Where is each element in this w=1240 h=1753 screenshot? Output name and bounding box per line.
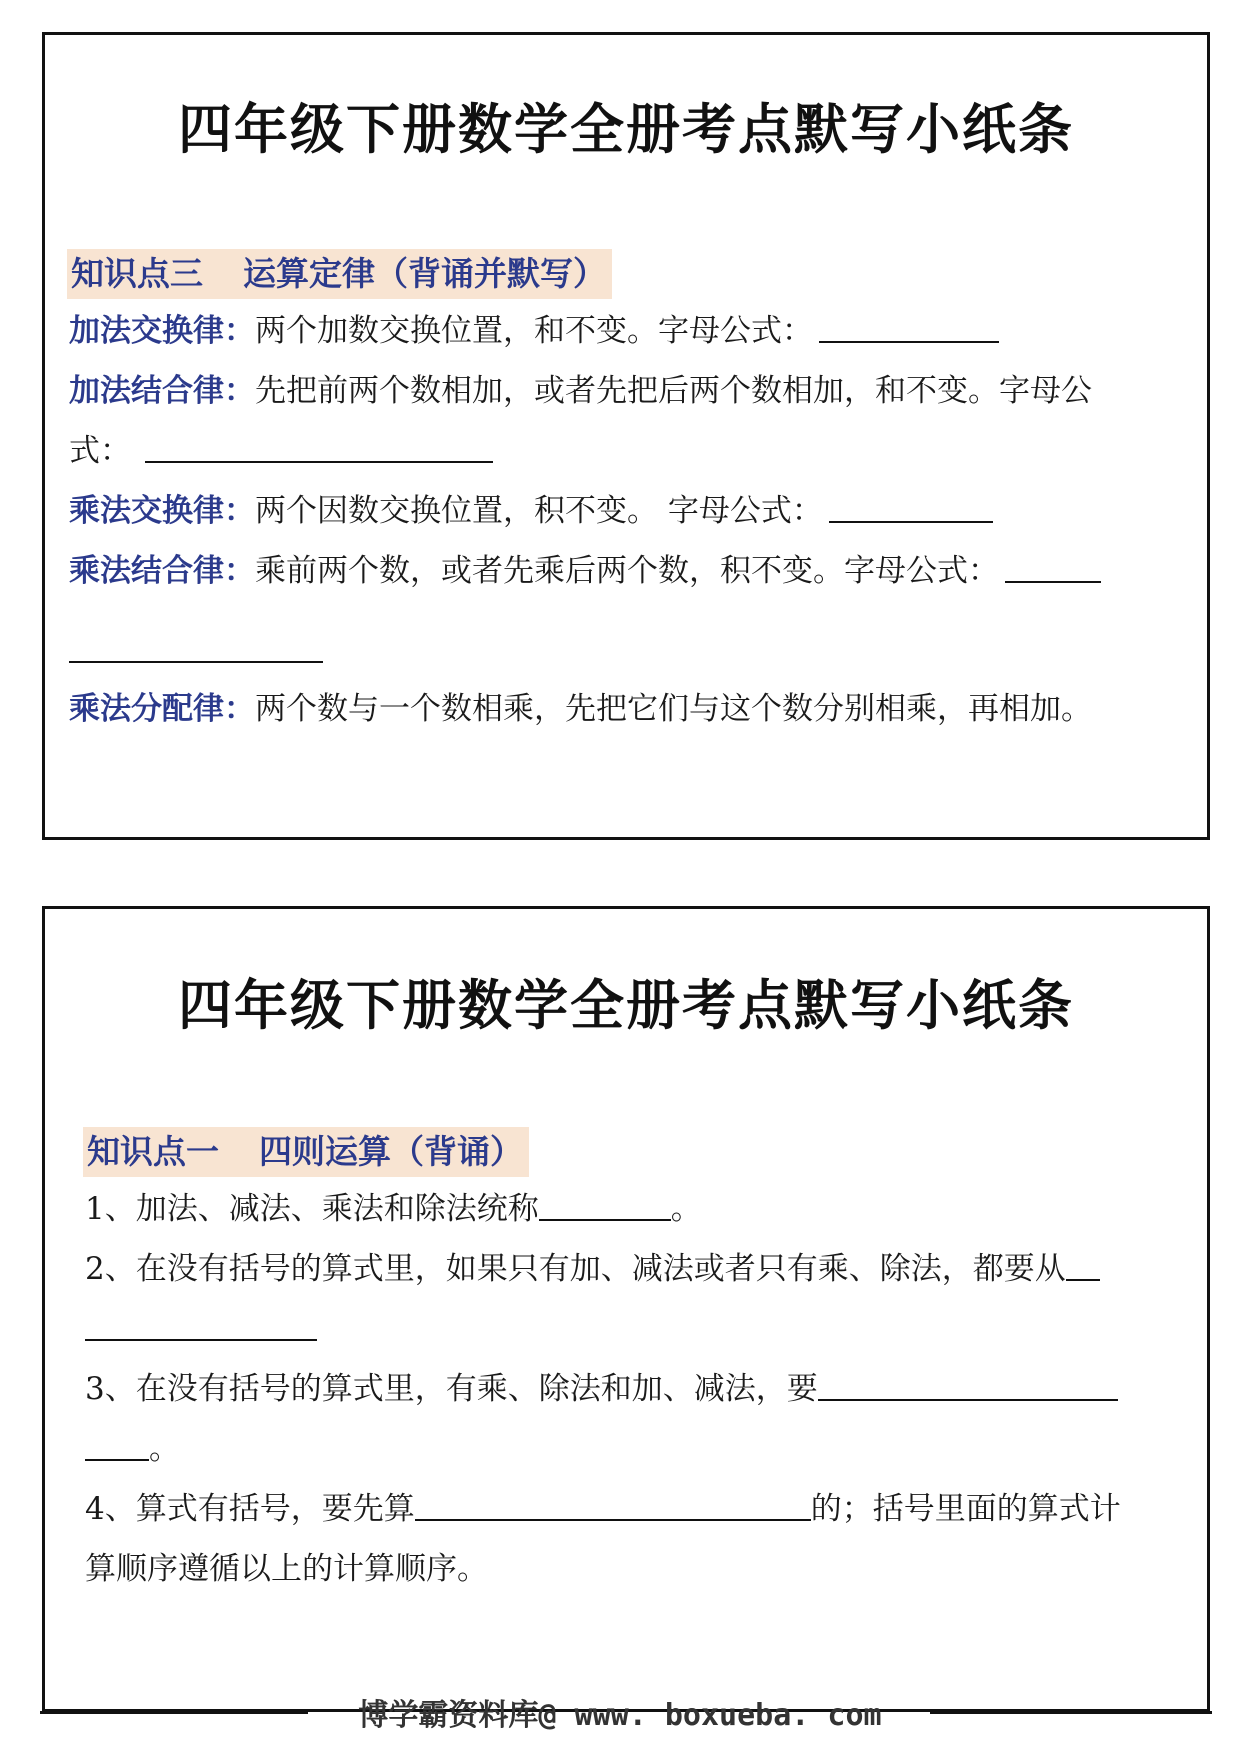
answer-blank[interactable]	[69, 631, 323, 663]
answer-blank[interactable]	[819, 311, 999, 343]
line-label: 乘法结合律：	[69, 553, 255, 589]
line-tail: 的；括号里面的算式计	[810, 1491, 1121, 1527]
card-1-heading	[67, 249, 612, 299]
line-label: 加法结合律：	[69, 373, 255, 409]
line-text: 两个数与一个数相乘，先把它们与这个数分别相乘，再相加。	[255, 691, 1092, 727]
card-2-heading-number: 知识点一	[87, 1132, 219, 1171]
card-1-line-3	[69, 431, 1187, 471]
line-tail: 。	[149, 1431, 180, 1467]
answer-blank[interactable]	[85, 1429, 149, 1461]
card-2-line-6	[85, 1489, 1187, 1529]
card-1-line-4	[69, 491, 1187, 531]
card-1-line-5	[69, 551, 1187, 591]
card-2-line-5	[85, 1429, 1187, 1469]
answer-blank[interactable]	[1005, 551, 1101, 583]
answer-blank[interactable]	[415, 1489, 811, 1521]
answer-blank[interactable]	[829, 491, 993, 523]
note-card-1	[42, 32, 1210, 840]
answer-blank[interactable]	[1066, 1249, 1100, 1281]
card-2-line-7	[85, 1549, 1187, 1589]
card-2-heading	[83, 1127, 529, 1177]
answer-blank[interactable]	[539, 1189, 671, 1221]
line-label: 乘法分配律：	[69, 691, 255, 727]
card-1-title: 四年级下册数学全册考点默写小纸条	[178, 97, 1074, 161]
line-tail: 。	[670, 1191, 702, 1227]
line-text: 3、在没有括号的算式里，有乘、除法和加、减法，要	[85, 1371, 818, 1407]
card-1-line-7	[69, 689, 1187, 729]
line-text: 乘前两个数，或者先乘后两个数，积不变。字母公式：	[255, 553, 999, 589]
line-text: 算顺序遵循以上的计算顺序。	[85, 1551, 488, 1587]
card-2-line-3	[85, 1309, 1187, 1349]
card-2-line-1	[85, 1189, 1187, 1229]
line-label: 加法交换律：	[69, 313, 255, 349]
line-text: 两个因数交换位置，积不变。 字母公式：	[255, 493, 823, 529]
card-1-line-6	[69, 631, 1187, 671]
footer-watermark: 博学霸资料库@ www. boxueba. com	[358, 1698, 882, 1733]
line-text: 1、加法、减法、乘法和除法统称	[85, 1191, 539, 1227]
card-1-line-2	[69, 371, 1187, 411]
card-2-heading-topic: 四则运算（背诵）	[259, 1132, 523, 1171]
line-text: 先把前两个数相加，或者先把后两个数相加，和不变。字母公	[255, 373, 1092, 409]
answer-blank[interactable]	[145, 431, 493, 463]
line-text: 4、算式有括号，要先算	[85, 1491, 415, 1527]
card-1-heading-topic: 运算定律（背诵并默写）	[243, 254, 606, 293]
note-card-2	[42, 906, 1210, 1712]
line-text: 2、在没有括号的算式里，如果只有加、减法或者只有乘、除法，都要从	[85, 1251, 1066, 1287]
card-1-line-1	[69, 311, 1187, 351]
answer-blank[interactable]	[85, 1309, 317, 1341]
line-label: 乘法交换律：	[69, 493, 255, 529]
card-1-heading-number: 知识点三	[71, 254, 203, 293]
line-text: 两个加数交换位置，和不变。字母公式：	[255, 313, 813, 349]
answer-blank[interactable]	[818, 1369, 1118, 1401]
card-2-line-4	[85, 1369, 1187, 1409]
card-2-title: 四年级下册数学全册考点默写小纸条	[178, 973, 1074, 1037]
line-text: 式：	[69, 433, 131, 469]
card-2-line-2	[85, 1249, 1187, 1289]
